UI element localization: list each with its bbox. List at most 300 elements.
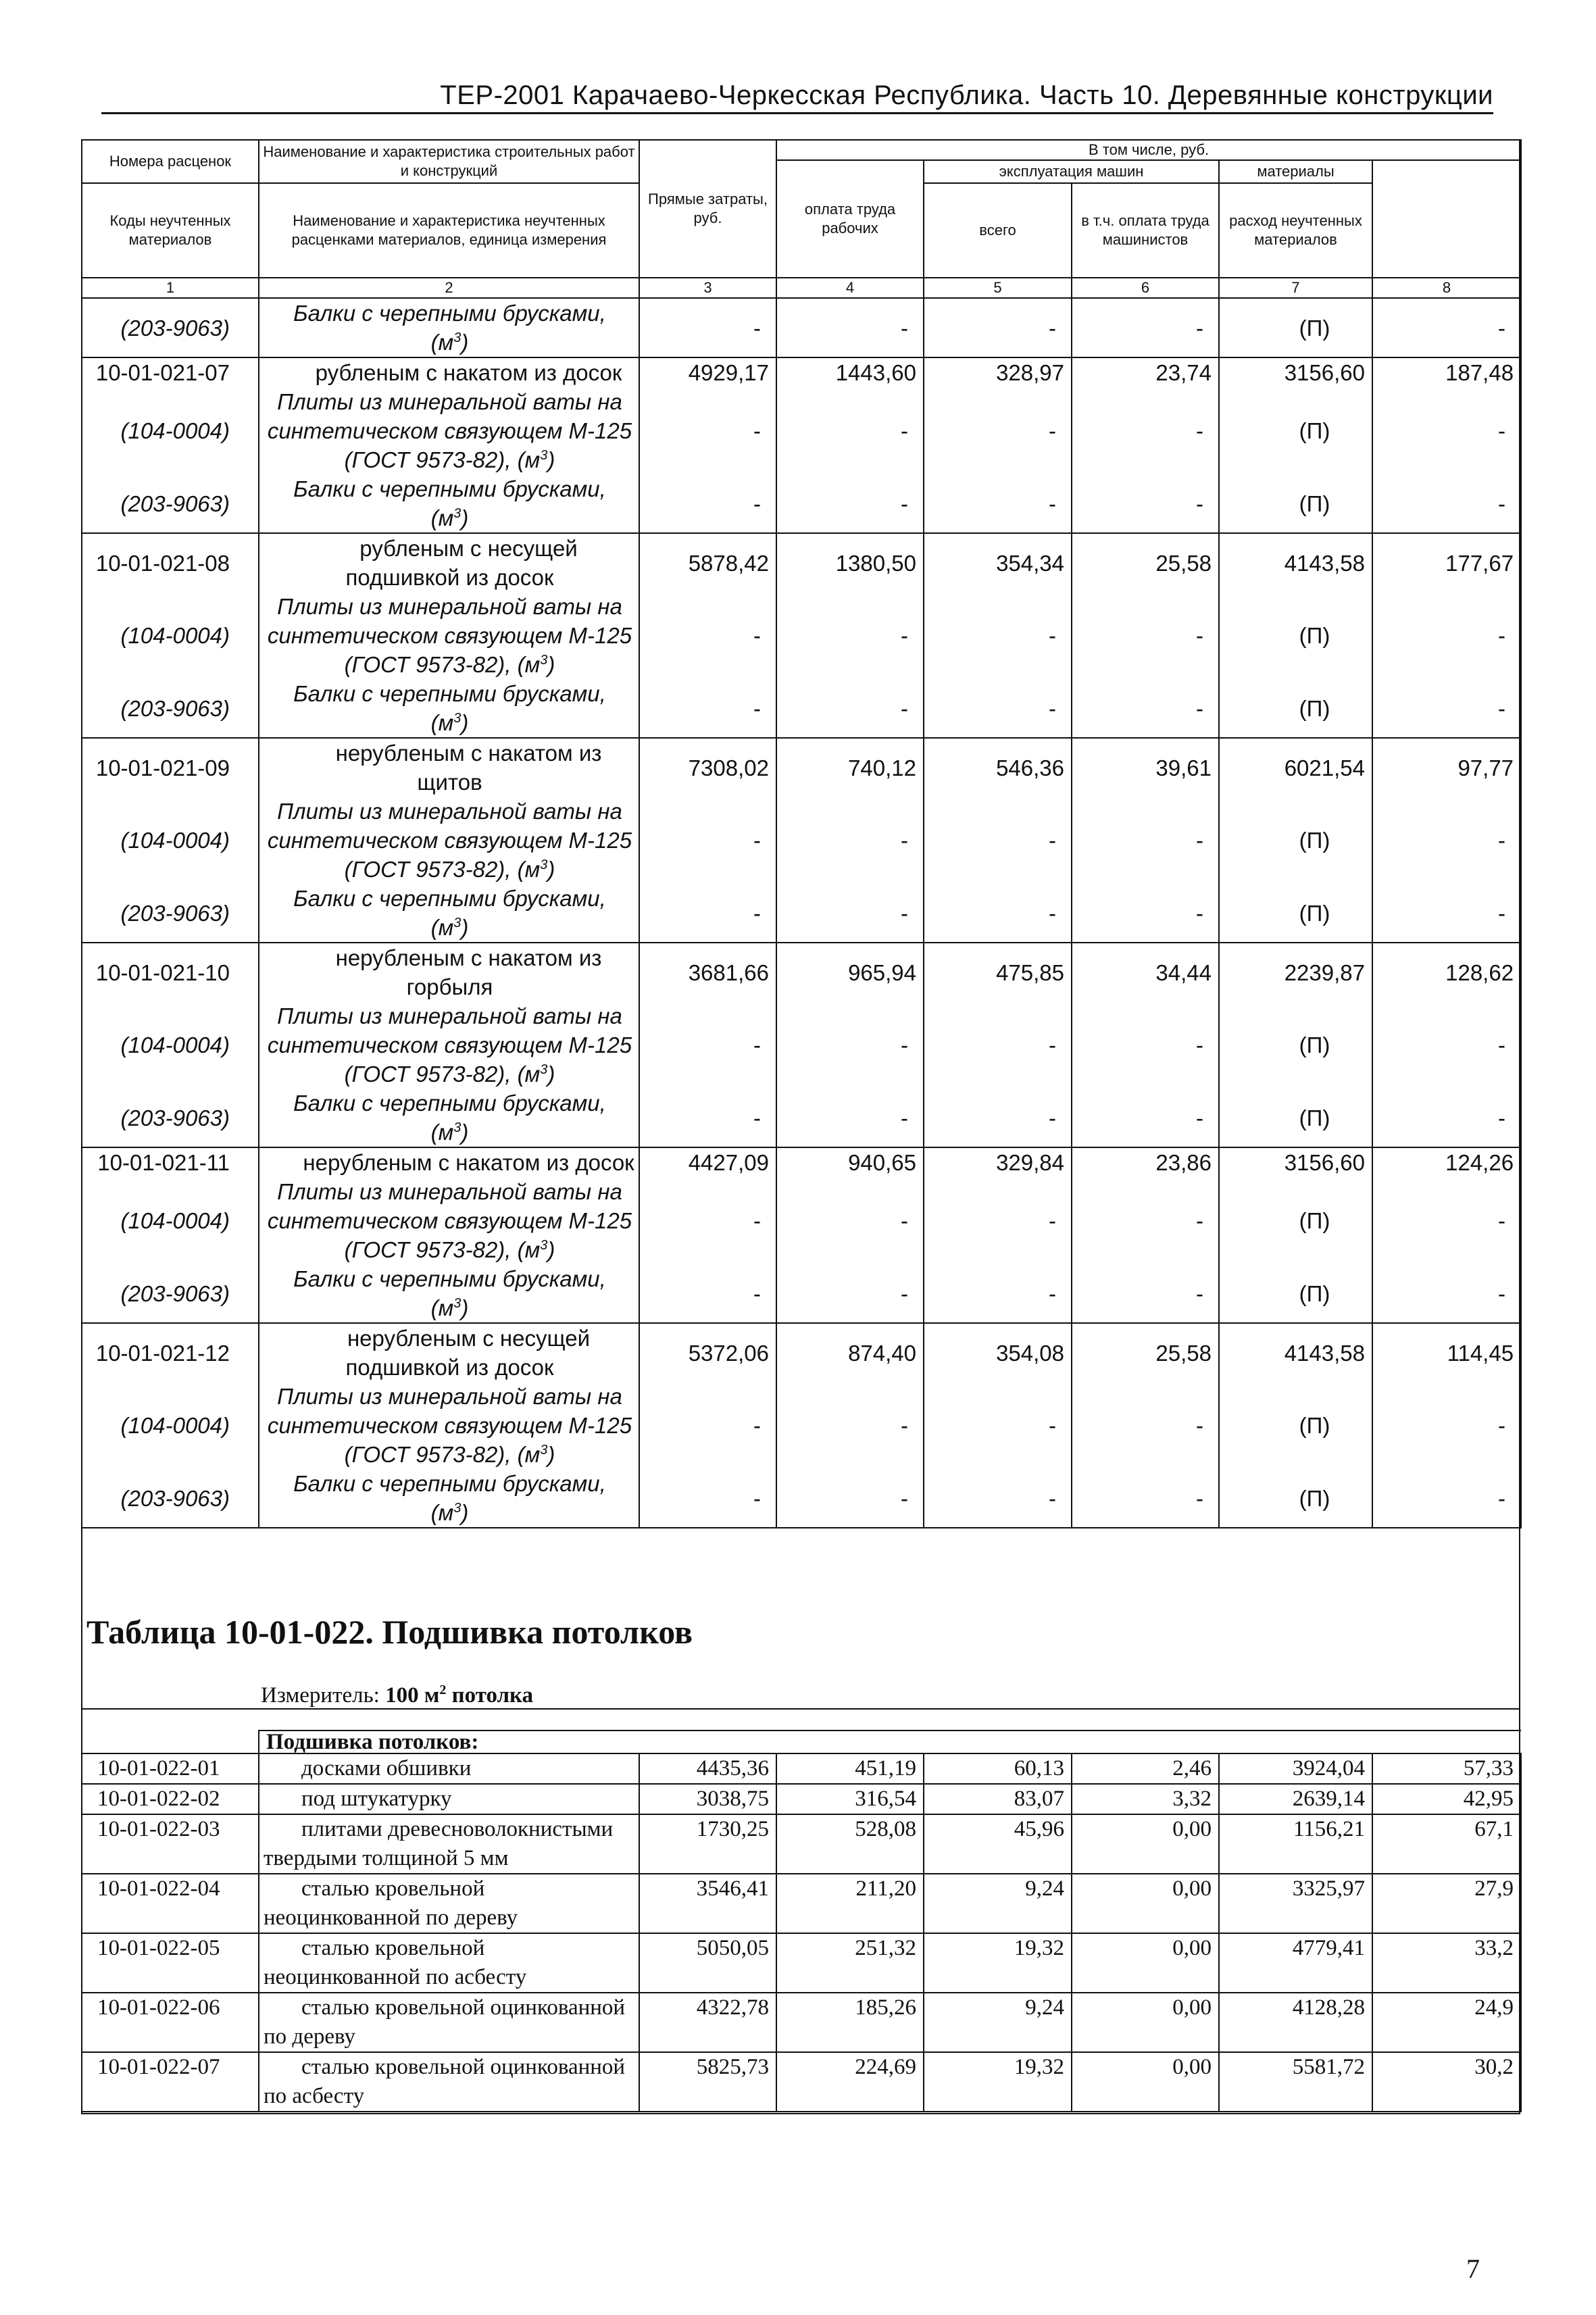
dash-cell: -	[776, 884, 924, 943]
material-code: (104-0004)	[82, 592, 259, 679]
dash-cell: -	[639, 592, 776, 679]
rate-code: 10-01-022-03	[82, 1814, 259, 1874]
unit-sup: 3	[540, 1062, 548, 1077]
rate-name	[259, 1874, 639, 1933]
dash-cell: -	[1372, 387, 1521, 474]
material-name	[259, 592, 639, 679]
machinists-pay-header: в т.ч. оплата труда машинистов	[1072, 183, 1219, 278]
dash-cell: -	[924, 1264, 1072, 1323]
dash-cell: -	[1372, 474, 1521, 533]
value-col-6: 23,74	[1072, 357, 1219, 387]
dash-cell: -	[776, 1089, 924, 1147]
unit-sup: 3	[453, 330, 462, 345]
dash-cell: -	[1072, 1089, 1219, 1147]
colnum-3: 3	[639, 278, 776, 298]
dash-cell: -	[1072, 1264, 1219, 1323]
value-col-6: 2,46	[1072, 1753, 1219, 1784]
rate-code: 10-01-022-06	[82, 1993, 259, 2052]
value-col-6: 39,61	[1072, 738, 1219, 797]
rate-name-text: нерубленым с накатом из досок	[303, 1150, 634, 1175]
material-name	[259, 797, 639, 884]
value-col-8: 42,95	[1372, 1784, 1521, 1814]
unit-sup: 3	[540, 1443, 548, 1458]
value-col-4: 251,32	[776, 1933, 924, 1993]
value-col-3: 5050,05	[639, 1933, 776, 1993]
rate-row	[82, 1784, 1521, 1814]
unit-text: (м	[430, 1500, 454, 1525]
material-plates-text: Плиты из минеральной ваты на синтетическом связующем М-125 (ГОСТ 9573-82), (м	[267, 799, 632, 882]
material-row	[82, 298, 1521, 357]
colnum-1: 1	[82, 278, 259, 298]
value-col-5: 546,36	[924, 738, 1072, 797]
dash-cell: -	[1072, 1382, 1219, 1469]
dash-cell: -	[1372, 298, 1521, 357]
rate-name	[259, 357, 639, 387]
material-name	[259, 884, 639, 943]
dash-cell: -	[1372, 1469, 1521, 1528]
value-col-3: 3038,75	[639, 1784, 776, 1814]
material-name	[259, 1382, 639, 1469]
value-col-3: 4929,17	[639, 357, 776, 387]
value-col-8: 187,48	[1372, 357, 1521, 387]
unit-close: )	[461, 1120, 469, 1145]
dash-cell: -	[924, 884, 1072, 943]
rate-name-text: нерубленым с накатом из щитов	[335, 741, 602, 795]
dash-cell: -	[776, 1001, 924, 1089]
value-col-3: 5878,42	[639, 533, 776, 592]
unit-sup: 3	[453, 916, 462, 930]
value-col-5: 9,24	[924, 1874, 1072, 1933]
material-beams-text: Балки с черепными брусками,	[293, 1091, 606, 1116]
rate-code: 10-01-022-01	[82, 1753, 259, 1784]
dash-cell: -	[1372, 884, 1521, 943]
p-mark: (П)	[1219, 1264, 1372, 1323]
unit-sup: 3	[540, 857, 548, 872]
rate-row	[82, 738, 1521, 797]
material-name	[259, 1469, 639, 1528]
colnum-8: 8	[1372, 278, 1521, 298]
including-header: В том числе, руб.	[776, 140, 1521, 160]
value-col-3: 4427,09	[639, 1147, 776, 1177]
p-mark: (П)	[1219, 1469, 1372, 1528]
material-beams-text: Балки с черепными брусками,	[293, 301, 606, 326]
machines-header: эксплуатация машин	[924, 160, 1219, 183]
rate-code: 10-01-022-04	[82, 1874, 259, 1933]
value-col-4: 224,69	[776, 2052, 924, 2112]
dash-cell: -	[924, 474, 1072, 533]
p-mark: (П)	[1219, 474, 1372, 533]
rate-name	[259, 1814, 639, 1874]
rate-name	[259, 1933, 639, 1993]
rate-name	[259, 1993, 639, 2052]
unit-close: )	[461, 505, 469, 530]
dash-cell: -	[776, 474, 924, 533]
unit-sup: 3	[453, 506, 462, 521]
dash-cell: -	[639, 1382, 776, 1469]
dash-cell: -	[639, 884, 776, 943]
unit-close: )	[547, 1237, 555, 1262]
rate-row	[82, 1814, 1521, 1874]
value-col-7: 4143,58	[1219, 533, 1372, 592]
dash-cell: -	[1372, 1089, 1521, 1147]
rate-name	[259, 943, 639, 1001]
colnum-2: 2	[259, 278, 639, 298]
value-col-4: 940,65	[776, 1147, 924, 1177]
rate-name-text: под штукатурку	[301, 1787, 452, 1811]
measure-value: 100 м	[385, 1683, 440, 1708]
value-col-7: 3156,60	[1219, 1147, 1372, 1177]
dash-cell: -	[1372, 1264, 1521, 1323]
dash-cell: -	[639, 1469, 776, 1528]
material-beams-text: Балки с черепными брусками,	[293, 886, 606, 911]
value-col-5: 83,07	[924, 1784, 1072, 1814]
unit-close: )	[547, 857, 555, 882]
rate-name-text: сталью кровельной неоцинкованной по асбесту	[264, 1936, 527, 1989]
unit-sup: 3	[453, 1120, 462, 1135]
value-col-5: 19,32	[924, 2052, 1072, 2112]
material-row	[82, 387, 1521, 474]
measure-sup: 2	[439, 1683, 447, 1697]
material-code: (104-0004)	[82, 1382, 259, 1469]
value-col-4: 1380,50	[776, 533, 924, 592]
rate-name	[259, 1147, 639, 1177]
dash-cell: -	[1072, 387, 1219, 474]
material-code: (203-9063)	[82, 298, 259, 357]
p-mark: (П)	[1219, 884, 1372, 943]
material-name	[259, 679, 639, 738]
material-row	[82, 1382, 1521, 1469]
rate-row	[82, 1753, 1521, 1784]
dash-cell: -	[1072, 592, 1219, 679]
value-col-5: 9,24	[924, 1993, 1072, 2052]
material-row	[82, 679, 1521, 738]
value-col-6: 23,86	[1072, 1147, 1219, 1177]
dash-cell: -	[639, 1177, 776, 1264]
value-col-8: 124,26	[1372, 1147, 1521, 1177]
p-mark: (П)	[1219, 1001, 1372, 1089]
value-col-4: 1443,60	[776, 357, 924, 387]
material-row	[82, 1089, 1521, 1147]
unit-text: (м	[430, 1120, 454, 1145]
material-code: (104-0004)	[82, 1001, 259, 1089]
rates-table-part2	[81, 1730, 1522, 2112]
unit-text: (м	[430, 1295, 454, 1320]
material-name	[259, 298, 639, 357]
divider	[81, 1708, 1520, 1710]
rate-code: 10-01-021-09	[82, 738, 259, 797]
value-col-5: 19,32	[924, 1933, 1072, 1993]
material-row	[82, 592, 1521, 679]
dash-cell: -	[924, 298, 1072, 357]
rate-name-text: рубленым с накатом из досок	[315, 360, 622, 385]
value-col-3: 4435,36	[639, 1753, 776, 1784]
rate-code: 10-01-022-02	[82, 1784, 259, 1814]
value-col-4: 874,40	[776, 1323, 924, 1382]
rate-code: 10-01-021-08	[82, 533, 259, 592]
value-col-5: 354,08	[924, 1323, 1072, 1382]
rate-code: 10-01-022-05	[82, 1933, 259, 1993]
rate-name	[259, 1323, 639, 1382]
value-col-3: 1730,25	[639, 1814, 776, 1874]
dash-cell: -	[1072, 797, 1219, 884]
direct-costs-header: Прямые затраты, руб.	[639, 140, 776, 278]
material-plates-text: Плиты из минеральной ваты на синтетическом связующем М-125 (ГОСТ 9573-82), (м	[267, 1003, 632, 1087]
value-col-8: 33,2	[1372, 1933, 1521, 1993]
value-col-4: 211,20	[776, 1874, 924, 1933]
material-beams-text: Балки с черепными брусками,	[293, 476, 606, 501]
dash-cell: -	[924, 679, 1072, 738]
value-col-7: 3924,04	[1219, 1753, 1372, 1784]
material-code: (203-9063)	[82, 1264, 259, 1323]
caption-ceiling-lining: Подшивка потолков:	[259, 1731, 1521, 1753]
material-beams-text: Балки с черепными брусками,	[293, 1471, 606, 1496]
unit-close: )	[547, 1442, 555, 1467]
rate-code: 10-01-021-11	[82, 1147, 259, 1177]
material-code: (104-0004)	[82, 387, 259, 474]
dash-cell: -	[639, 298, 776, 357]
value-col-6: 25,58	[1072, 1323, 1219, 1382]
unit-sup: 3	[540, 653, 548, 668]
rate-row	[82, 943, 1521, 1001]
colnum-7: 7	[1219, 278, 1372, 298]
value-col-8: 27,9	[1372, 1874, 1521, 1933]
value-col-7: 3156,60	[1219, 357, 1372, 387]
material-row	[82, 1264, 1521, 1323]
rate-row	[82, 1933, 1521, 1993]
value-col-8: 128,62	[1372, 943, 1521, 1001]
col2-header-top: Наименование и характеристика строительных работ и конструкций	[259, 140, 639, 183]
value-col-8: 30,2	[1372, 2052, 1521, 2112]
rate-name	[259, 533, 639, 592]
rates-table-part1	[81, 139, 1522, 1528]
dash-cell: -	[776, 1469, 924, 1528]
value-col-4: 185,26	[776, 1993, 924, 2052]
dash-cell: -	[639, 797, 776, 884]
dash-cell: -	[924, 387, 1072, 474]
rate-code: 10-01-021-10	[82, 943, 259, 1001]
value-col-5: 45,96	[924, 1814, 1072, 1874]
value-col-5: 354,34	[924, 533, 1072, 592]
value-col-5: 60,13	[924, 1753, 1072, 1784]
rate-name	[259, 1753, 639, 1784]
rate-row	[82, 533, 1521, 592]
unit-sup: 3	[453, 1296, 462, 1311]
value-col-3: 5825,73	[639, 2052, 776, 2112]
dash-cell: -	[1372, 679, 1521, 738]
p-mark: (П)	[1219, 592, 1372, 679]
unit-sup: 3	[540, 448, 548, 463]
value-col-4: 316,54	[776, 1784, 924, 1814]
material-code: (203-9063)	[82, 474, 259, 533]
material-name	[259, 474, 639, 533]
col2-header-bottom: Наименование и характеристика неучтенных расценками материалов, единица измерения	[259, 183, 639, 278]
dash-cell: -	[1072, 1001, 1219, 1089]
dash-cell: -	[639, 1089, 776, 1147]
dash-cell: -	[639, 1264, 776, 1323]
section-measure	[261, 1681, 1596, 1710]
material-code: (203-9063)	[82, 1089, 259, 1147]
dash-cell: -	[924, 1089, 1072, 1147]
material-name	[259, 1264, 639, 1323]
unit-close: )	[547, 447, 555, 472]
dash-cell: -	[776, 592, 924, 679]
page-number: 7	[1466, 2254, 1480, 2284]
p-mark: (П)	[1219, 679, 1372, 738]
material-name	[259, 1089, 639, 1147]
value-col-6: 0,00	[1072, 1874, 1219, 1933]
dash-cell: -	[1072, 1177, 1219, 1264]
rate-name-text: сталью кровельной оцинкованной по асбесту	[264, 2055, 626, 2108]
rate-name-text: сталью кровельной оцинкованной по дереву	[264, 1995, 626, 2049]
dash-cell: -	[1072, 298, 1219, 357]
value-col-8: 97,77	[1372, 738, 1521, 797]
dash-cell: -	[639, 679, 776, 738]
rate-code: 10-01-021-12	[82, 1323, 259, 1382]
measure-prefix: Измеритель:	[261, 1683, 380, 1708]
material-row	[82, 1001, 1521, 1089]
material-plates-text: Плиты из минеральной ваты на синтетическом связующем М-125 (ГОСТ 9573-82), (м	[267, 1384, 632, 1467]
rate-row	[82, 1147, 1521, 1177]
rate-row	[82, 357, 1521, 387]
dash-cell: -	[1372, 1001, 1521, 1089]
dash-cell: -	[924, 797, 1072, 884]
dash-cell: -	[776, 1382, 924, 1469]
rate-name-text: рубленым с несущей подшивкой из досок	[345, 536, 578, 590]
value-col-7: 6021,54	[1219, 738, 1372, 797]
material-plates-text: Плиты из минеральной ваты на синтетическом связующем М-125 (ГОСТ 9573-82), (м	[267, 594, 632, 677]
rate-name-text: плитами древесноволокнистыми твердыми толщиной 5 мм	[264, 1817, 614, 1870]
col1-header-top: Номера расценок	[82, 140, 259, 183]
material-name	[259, 1177, 639, 1264]
value-col-6: 0,00	[1072, 2052, 1219, 2112]
material-row	[82, 1469, 1521, 1528]
value-col-6: 25,58	[1072, 533, 1219, 592]
material-code: (203-9063)	[82, 884, 259, 943]
unit-close: )	[547, 1062, 555, 1087]
value-col-6: 0,00	[1072, 1814, 1219, 1874]
dash-cell: -	[924, 1001, 1072, 1089]
value-col-4: 965,94	[776, 943, 924, 1001]
rate-row	[82, 1874, 1521, 1933]
value-col-8: 24,9	[1372, 1993, 1521, 2052]
unit-close: )	[461, 710, 469, 735]
dash-cell: -	[776, 1264, 924, 1323]
value-col-4: 528,08	[776, 1814, 924, 1874]
rate-name-text: нерубленым с несущей подшивкой из досок	[345, 1326, 591, 1380]
dash-cell: -	[639, 387, 776, 474]
value-col-4: 451,19	[776, 1753, 924, 1784]
material-plates-text: Плиты из минеральной ваты на синтетическом связующем М-125 (ГОСТ 9573-82), (м	[267, 389, 632, 472]
dash-cell: -	[924, 592, 1072, 679]
rate-name	[259, 2052, 639, 2112]
unit-text: (м	[430, 915, 454, 940]
value-col-8: 177,67	[1372, 533, 1521, 592]
p-mark: (П)	[1219, 1177, 1372, 1264]
dash-cell: -	[776, 797, 924, 884]
material-beams-text: Балки с черепными брусками,	[293, 1266, 606, 1291]
rate-row	[82, 1993, 1521, 2052]
dash-cell: -	[776, 679, 924, 738]
dash-cell: -	[1372, 1382, 1521, 1469]
material-name	[259, 1001, 639, 1089]
unit-sup: 3	[453, 711, 462, 726]
value-col-7: 2639,14	[1219, 1784, 1372, 1814]
unaccounted-materials-header: расход неучтенных материалов	[1219, 183, 1372, 278]
table-body-part1	[82, 298, 1521, 1528]
material-beams-text: Балки с черепными брусками,	[293, 681, 606, 706]
colnum-6: 6	[1072, 278, 1219, 298]
value-col-7: 2239,87	[1219, 943, 1372, 1001]
rate-name-text: сталью кровельной неоцинкованной по дереву	[264, 1876, 518, 1930]
measure-suffix: потолка	[451, 1683, 534, 1708]
colnum-4: 4	[776, 278, 924, 298]
value-col-7: 1156,21	[1219, 1814, 1372, 1874]
dash-cell: -	[1072, 1469, 1219, 1528]
dash-cell: -	[924, 1177, 1072, 1264]
unit-text: (м	[430, 505, 454, 530]
rate-name-text: нерубленым с накатом из горбыля	[335, 945, 602, 999]
dash-cell: -	[639, 474, 776, 533]
unit-text: (м	[430, 710, 454, 735]
rate-code: 10-01-021-07	[82, 357, 259, 387]
value-col-4: 740,12	[776, 738, 924, 797]
dash-cell: -	[1372, 1177, 1521, 1264]
labor-pay-header: оплата труда рабочих	[776, 160, 924, 278]
material-row	[82, 1177, 1521, 1264]
dash-cell: -	[1072, 679, 1219, 738]
value-col-6: 3,32	[1072, 1784, 1219, 1814]
unit-sup: 3	[453, 1501, 462, 1516]
value-col-7: 3325,97	[1219, 1874, 1372, 1933]
material-name	[259, 387, 639, 474]
unit-close: )	[461, 1500, 469, 1525]
unit-text: (м	[430, 330, 454, 355]
unit-close: )	[461, 915, 469, 940]
dash-cell: -	[1072, 884, 1219, 943]
rate-row	[82, 1323, 1521, 1382]
value-col-3: 4322,78	[639, 1993, 776, 2052]
material-code: (104-0004)	[82, 1177, 259, 1264]
dash-cell: -	[776, 387, 924, 474]
material-code: (203-9063)	[82, 679, 259, 738]
value-col-6: 34,44	[1072, 943, 1219, 1001]
value-col-5: 329,84	[924, 1147, 1072, 1177]
dash-cell: -	[776, 298, 924, 357]
p-mark: (П)	[1219, 1089, 1372, 1147]
dash-cell: -	[1372, 797, 1521, 884]
value-col-7: 4779,41	[1219, 1933, 1372, 1993]
material-row	[82, 884, 1521, 943]
dash-cell: -	[1072, 474, 1219, 533]
value-col-5: 328,97	[924, 357, 1072, 387]
rate-code: 10-01-022-07	[82, 2052, 259, 2112]
value-col-8: 114,45	[1372, 1323, 1521, 1382]
material-row	[82, 797, 1521, 884]
running-header	[101, 80, 1493, 114]
material-code: (104-0004)	[82, 797, 259, 884]
value-col-8: 57,33	[1372, 1753, 1521, 1784]
unit-close: )	[461, 330, 469, 355]
material-row	[82, 474, 1521, 533]
value-col-3: 5372,06	[639, 1323, 776, 1382]
value-col-3: 3546,41	[639, 1874, 776, 1933]
value-col-7: 5581,72	[1219, 2052, 1372, 2112]
col1-header-bottom: Коды неучтенных материалов	[82, 183, 259, 278]
value-col-3: 3681,66	[639, 943, 776, 1001]
table-body-part2	[82, 1731, 1521, 2112]
material-code: (203-9063)	[82, 1469, 259, 1528]
dash-cell: -	[639, 1001, 776, 1089]
